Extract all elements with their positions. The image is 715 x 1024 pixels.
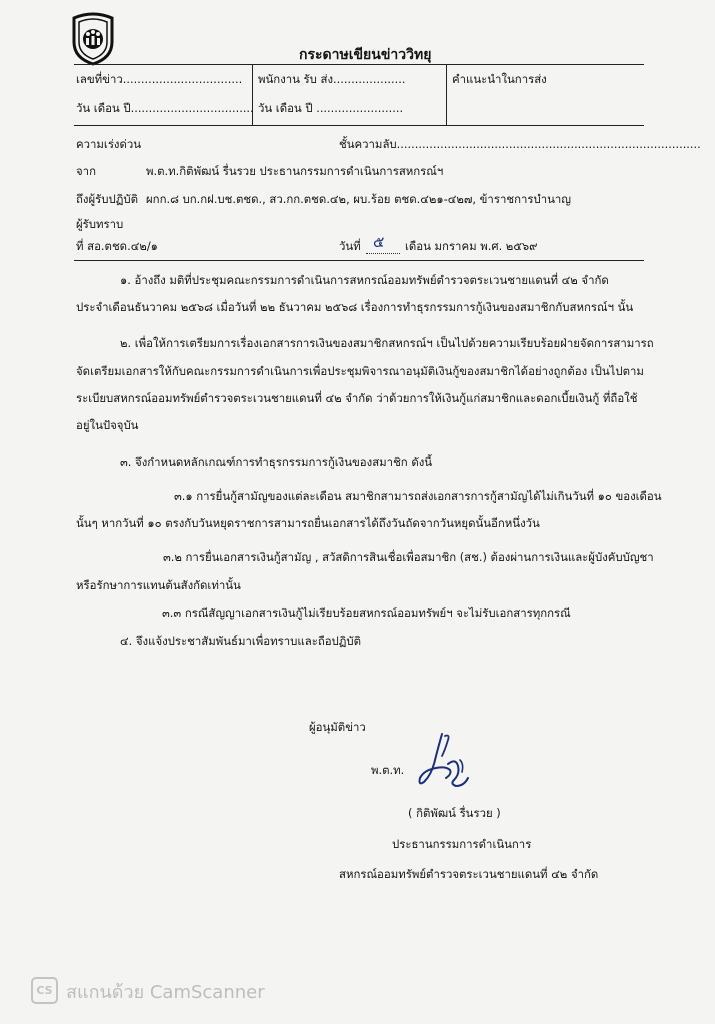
- paragraph-1-line-2: ประจำเดือนธันวาคม ๒๕๖๘ เมื่อวันที่ ๒๒ ธันวาคม ๒๕๖๘ เรื่องการทำธุรกรรมการกู้เงินของสมาชิกกับสหกรณ์ฯ นั้น: [76, 300, 634, 314]
- send-instructions-label: คำแนะนำในการส่ง: [452, 72, 547, 86]
- message-date-field: วัน เดือน ปี..................................: [76, 101, 254, 115]
- camscanner-watermark-text: สแกนด้วย CamScanner: [66, 982, 265, 1003]
- reference-number: ที่ สอ.ตชด.๔๒/๑: [76, 239, 158, 253]
- signer-organization: สหกรณ์ออมทรัพย์ตำรวจตระเวนชายแดนที่ ๔๒ จำกัด: [339, 867, 599, 881]
- to-value: ผกก.๘ บก.กฝ.บช.ตชด., สว.กก.ตชด.๔๒, ผบ.ร้อย ตชด.๔๒๑-๔๒๗, ข้าราชการบำนาญ: [146, 192, 571, 206]
- meta-separator: [74, 260, 644, 261]
- date-label: วันที่: [339, 239, 361, 253]
- date-day-dotline: [366, 253, 400, 254]
- form-bottom-border: [74, 125, 644, 126]
- signer-rank: พ.ต.ท.: [371, 763, 405, 777]
- signer-name: ( กิติพัฒน์ รื่นรวย ): [408, 806, 501, 820]
- operator-date-field: วัน เดือน ปี ........................: [258, 101, 404, 115]
- from-value: พ.ต.ท.กิติพัฒน์ รื่นรวย ประธานกรรมการดำเนินการสหกรณ์ฯ: [146, 164, 444, 178]
- paragraph-3-1-line-2: นั้นๆ หากวันที่ ๑๐ ตรงกับวันหยุดราชการสามารถยื่นเอกสารได้ถึงวันถัดจากวันหยุดนั้นอีกหนึ่งวัน: [76, 516, 540, 530]
- police-logo: [70, 12, 116, 66]
- secrecy-label: ชั้นความลับ....................................................................................: [339, 137, 701, 151]
- paragraph-4: ๔. จึงแจ้งประชาสัมพันธ์มาเพื่อทราบและถือปฏิบัติ: [120, 634, 362, 648]
- to-label: ถึงผู้รับปฏิบัติ: [76, 192, 138, 206]
- camscanner-badge: [31, 977, 58, 1004]
- approver-label: ผู้อนุมัติข่าว: [309, 720, 366, 734]
- paragraph-2-line-4: อยู่ในปัจจุบัน: [76, 418, 139, 432]
- urgency-label: ความเร่งด่วน: [76, 137, 142, 151]
- camscanner-badge-text: CS: [36, 984, 53, 997]
- form-divider-2: [446, 64, 447, 125]
- paragraph-3: ๓. จึงกำหนดหลักเกณฑ์การทำธุรกรรมการกู้เงินของสมาชิก ดังนี้: [120, 455, 433, 469]
- paragraph-2-line-3: ระเบียบสหกรณ์ออมทรัพย์ตำรวจตระเวนชายแดนที่ ๔๒ จำกัด ว่าด้วยการให้เงินกู้แก่สมาชิกและดอกเบี้ยเงินกู้ ที่ถือใช้: [76, 391, 638, 405]
- paragraph-3-1-line-1: ๓.๑ การยื่นกู้สามัญของแต่ละเดือน สมาชิกสามารถส่งเอกสารการกู้สามัญได้ไม่เกินวันที่ ๑๐ ของเดือน: [174, 489, 662, 503]
- paragraph-1-line-1: ๑. อ้างถึง มติที่ประชุมคณะกรรมการดำเนินการสหกรณ์ออมทรัพย์ตำรวจตระเวนชายแดนที่ ๔๒ จำกัด: [120, 273, 609, 287]
- page-title: กระดาษเขียนข่าววิทยุ: [299, 47, 432, 63]
- handwritten-signature: [412, 730, 482, 790]
- paragraph-3-2-line-1: ๓.๒ การยื่นเอกสารเงินกู้สามัญ , สวัสดิการสินเชื่อเพื่อสมาชิก (สช.) ต้องผ่านการเงินและผู้บังคับบัญชา: [163, 550, 654, 564]
- paragraph-2-line-1: ๒. เพื่อให้การเตรียมการเรื่องเอกสารการเงินของสมาชิกสหกรณ์ฯ เป็นไปด้วยความเรียบร้อยฝ่ายจัดการสามารถ: [120, 336, 654, 350]
- paragraph-2-line-2: จัดเตรียมเอกสารให้กับคณะกรรมการดำเนินการเพื่อประชุมพิจารณาอนุมัติเงินกู้ของสมาชิกได้อย่างถูกต้อง เป็นไปตาม: [76, 364, 644, 378]
- operator-field: พนักงาน รับ ส่ง....................: [258, 72, 406, 86]
- date-day-handwritten: ๕: [373, 233, 385, 251]
- from-label: จาก: [76, 164, 96, 178]
- signer-position: ประธานกรรมการดำเนินการ: [392, 837, 532, 851]
- date-rest: เดือน มกราคม พ.ศ. ๒๕๖๙: [405, 239, 538, 253]
- form-top-border: [74, 64, 644, 65]
- paragraph-3-3: ๓.๓ กรณีสัญญาเอกสารเงินกู้ไม่เรียบร้อยสหกรณ์ออมทรัพย์ฯ จะไม่รับเอกสารทุกกรณี: [162, 606, 571, 620]
- cc-label: ผู้รับทราบ: [76, 217, 124, 231]
- message-number-field: เลขที่ข่าว.................................: [76, 72, 243, 86]
- paragraph-3-2-line-2: หรือรักษาการแทนต้นสังกัดเท่านั้น: [76, 578, 241, 592]
